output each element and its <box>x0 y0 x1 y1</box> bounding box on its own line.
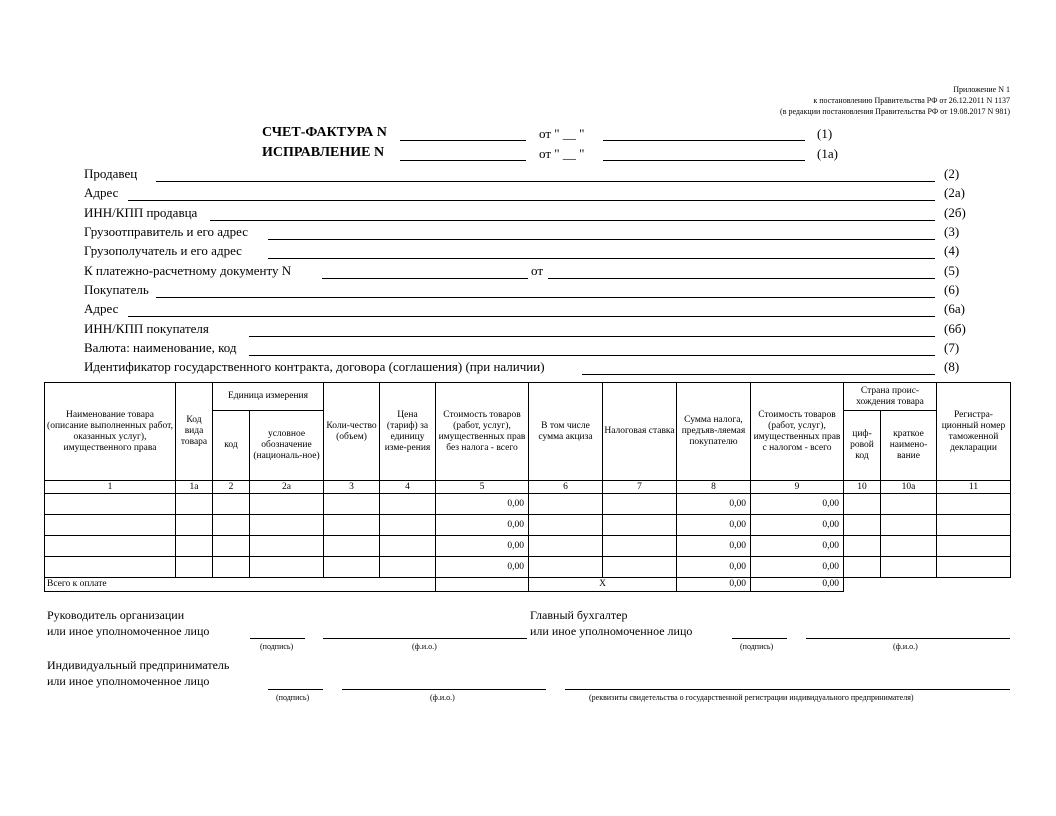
entrepreneur-signature-caption: (подпись) <box>276 693 310 702</box>
accountant-name-caption: (ф.и.о.) <box>893 642 918 651</box>
field-seller-address-label: Адрес <box>84 185 119 200</box>
field-buyer-address-label: Адрес <box>84 301 119 316</box>
cell-tax-rate[interactable] <box>603 536 677 557</box>
entrepreneur-certificate-line[interactable] <box>565 689 1010 690</box>
total-cost-without-tax[interactable] <box>436 578 529 592</box>
correction-date-label: от " __ " <box>539 146 585 161</box>
cell-tax-rate[interactable] <box>603 515 677 536</box>
accountant-label-line-2: или иное уполномоченное лицо <box>530 624 693 638</box>
table-row <box>45 557 1011 578</box>
accountant-signature-caption: (подпись) <box>740 642 774 651</box>
field-shipper-line[interactable] <box>268 239 935 240</box>
col-number: 2 <box>213 481 250 494</box>
cell-cost-without-tax[interactable]: 0,00 <box>436 536 529 557</box>
field-payment-doc-number-line[interactable] <box>322 278 528 279</box>
entrepreneur-signature-line[interactable] <box>268 689 323 690</box>
cell-unit-name[interactable] <box>250 536 324 557</box>
cell-cost-without-tax[interactable]: 0,00 <box>436 515 529 536</box>
col-number: 10 <box>844 481 881 494</box>
cell-quantity[interactable] <box>324 515 380 536</box>
field-seller-inn-code: (2б) <box>944 205 966 220</box>
header-excise: В том числе сумма акциза <box>529 383 603 481</box>
cell-name[interactable] <box>45 536 176 557</box>
field-seller-label: Продавец <box>84 166 138 181</box>
cell-tax-amount[interactable]: 0,00 <box>677 536 751 557</box>
field-payment-doc-date-line[interactable] <box>548 278 935 279</box>
field-buyer-address-line[interactable] <box>128 316 935 317</box>
cell-kind-code[interactable] <box>176 536 213 557</box>
total-cost-with-tax[interactable]: 0,00 <box>751 578 844 592</box>
total-empty <box>844 578 1011 592</box>
col-number: 1 <box>45 481 176 494</box>
col-number: 9 <box>751 481 844 494</box>
col-number: 3 <box>324 481 380 494</box>
entrepreneur-label-line-1: Индивидуальный предприниматель <box>47 658 230 672</box>
field-currency-code: (7) <box>944 340 960 355</box>
cell-unit-name[interactable] <box>250 515 324 536</box>
cell-name[interactable] <box>45 557 176 578</box>
field-contract-id-label: Идентификатор государственного контракта, договора (соглашения) (при наличии) <box>84 359 545 374</box>
cell-quantity[interactable] <box>324 557 380 578</box>
header-name: Наименование товара (описание выполненных работ, оказанных услуг), имущественного права <box>45 383 176 481</box>
header-cost-without-tax: Стоимость товаров (работ, услуг), имущественных прав без налога - всего <box>436 383 529 481</box>
field-seller-address-code: (2а) <box>944 185 965 200</box>
field-seller-inn-line[interactable] <box>210 220 935 221</box>
total-tax-amount[interactable]: 0,00 <box>677 578 751 592</box>
cell-tax-amount[interactable]: 0,00 <box>677 494 751 515</box>
invoice-number-line[interactable] <box>400 140 526 141</box>
cell-price[interactable] <box>380 536 436 557</box>
head-name-line[interactable] <box>323 638 527 639</box>
correction-code: (1а) <box>817 146 838 161</box>
field-payment-doc-code: (5) <box>944 263 960 278</box>
field-buyer-label: Покупатель <box>84 282 149 297</box>
header-tax-amount: Сумма налога, предъяв-ляемая покупателю <box>677 383 751 481</box>
col-number: 7 <box>603 481 677 494</box>
cell-country-code[interactable] <box>844 536 881 557</box>
header-unit: Единица измерения <box>213 383 324 411</box>
cell-price[interactable] <box>380 494 436 515</box>
cell-unit-name[interactable] <box>250 557 324 578</box>
header-cost-with-tax: Стоимость товаров (работ, услуг), имущественных прав с налогом - всего <box>751 383 844 481</box>
head-signature-label <box>47 607 209 639</box>
head-label-line-1: Руководитель организации <box>47 608 185 622</box>
header-country-code: циф-ровой код <box>844 411 881 481</box>
field-buyer-inn-label: ИНН/КПП покупателя <box>84 321 209 336</box>
cell-unit-code[interactable] <box>213 515 250 536</box>
field-currency-label: Валюта: наименование, код <box>84 340 237 355</box>
header-kind-code: Код вида товара <box>176 383 213 481</box>
annex-line-1: Приложение N 1 <box>953 85 1010 94</box>
cell-price[interactable] <box>380 515 436 536</box>
header-quantity: Коли-чество (объем) <box>324 383 380 481</box>
cell-country-name[interactable] <box>881 557 937 578</box>
cell-kind-code[interactable] <box>176 515 213 536</box>
cell-unit-code[interactable] <box>213 536 250 557</box>
cell-country-name[interactable] <box>881 494 937 515</box>
cell-cost-with-tax[interactable]: 0,00 <box>751 557 844 578</box>
col-number: 1а <box>176 481 213 494</box>
cell-cost-with-tax[interactable]: 0,00 <box>751 536 844 557</box>
table-column-numbers-row <box>45 481 1011 494</box>
cell-customs[interactable] <box>937 494 1011 515</box>
cell-quantity[interactable] <box>324 494 380 515</box>
cell-country-code[interactable] <box>844 515 881 536</box>
entrepreneur-label-line-2: или иное уполномоченное лицо <box>47 674 210 688</box>
cell-cost-without-tax[interactable]: 0,00 <box>436 494 529 515</box>
cell-cost-without-tax[interactable]: 0,00 <box>436 557 529 578</box>
correction-date-line[interactable] <box>603 160 805 161</box>
header-unit-code: код <box>213 411 250 481</box>
col-number: 5 <box>436 481 529 494</box>
head-label-line-2: или иное уполномоченное лицо <box>47 624 210 638</box>
cell-name[interactable] <box>45 515 176 536</box>
accountant-name-line[interactable] <box>806 638 1010 639</box>
cell-quantity[interactable] <box>324 536 380 557</box>
annex-line-2: к постановлению Правительства РФ от 26.12.2011 N 1137 <box>813 96 1010 105</box>
header-country: Страна проис-хождения товара <box>844 383 937 411</box>
cell-customs[interactable] <box>937 536 1011 557</box>
cell-country-name[interactable] <box>881 536 937 557</box>
head-name-caption: (ф.и.о.) <box>412 642 437 651</box>
field-seller-inn-label: ИНН/КПП продавца <box>84 205 198 220</box>
cell-unit-name[interactable] <box>250 494 324 515</box>
entrepreneur-name-caption: (ф.и.о.) <box>430 693 455 702</box>
col-number: 4 <box>380 481 436 494</box>
field-buyer-address-code: (6а) <box>944 301 965 316</box>
correction-number-line[interactable] <box>400 160 526 161</box>
table-row <box>45 494 1011 515</box>
entrepreneur-signature-label <box>47 657 229 689</box>
field-consignee-line[interactable] <box>268 258 935 259</box>
head-signature-caption: (подпись) <box>260 642 294 651</box>
invoice-table <box>44 382 1011 592</box>
cell-cost-with-tax[interactable]: 0,00 <box>751 494 844 515</box>
field-buyer-inn-line[interactable] <box>249 336 935 337</box>
col-number: 10а <box>881 481 937 494</box>
field-seller-code: (2) <box>944 166 960 181</box>
invoice-date-label: от " __ " <box>539 126 585 141</box>
field-shipper-label: Грузоотправитель и его адрес <box>84 224 249 239</box>
field-consignee-code: (4) <box>944 243 960 258</box>
field-contract-id-line[interactable] <box>582 374 935 375</box>
field-currency-line[interactable] <box>249 355 935 356</box>
field-payment-doc-label: К платежно-расчетному документу N <box>84 263 292 278</box>
correction-title: ИСПРАВЛЕНИЕ N <box>262 145 385 160</box>
total-label: Всего к оплате <box>45 578 436 592</box>
header-price: Цена (тариф) за единицу изме-рения <box>380 383 436 481</box>
cell-kind-code[interactable] <box>176 494 213 515</box>
entrepreneur-name-line[interactable] <box>342 689 546 690</box>
col-number: 11 <box>937 481 1011 494</box>
col-number: 6 <box>529 481 603 494</box>
annex-line-3: (в редакции постановления Правительства РФ от 19.08.2017 N 981) <box>780 107 1010 116</box>
entrepreneur-certificate-caption: (реквизиты свидетельства о государственной регистрации индивидуального предпринимателя) <box>589 693 914 702</box>
field-seller-line[interactable] <box>156 181 935 182</box>
cell-excise[interactable] <box>529 515 603 536</box>
field-buyer-line[interactable] <box>156 297 935 298</box>
cell-kind-code[interactable] <box>176 557 213 578</box>
field-buyer-inn-code: (6б) <box>944 321 966 336</box>
header-customs-declaration: Регистра-ционный номер таможенной декларации <box>937 383 1011 481</box>
invoice-title: СЧЕТ-ФАКТУРА N <box>262 125 387 140</box>
cell-tax-amount[interactable]: 0,00 <box>677 557 751 578</box>
header-tax-rate: Налоговая ставка <box>603 383 677 481</box>
field-contract-id-code: (8) <box>944 359 960 374</box>
cell-name[interactable] <box>45 494 176 515</box>
accountant-signature-line[interactable] <box>732 638 787 639</box>
header-country-name: краткое наимено-вание <box>881 411 937 481</box>
field-consignee-label: Грузополучатель и его адрес <box>84 243 242 258</box>
invoice-code: (1) <box>817 126 833 141</box>
field-shipper-code: (3) <box>944 224 960 239</box>
field-seller-address-line[interactable] <box>128 200 935 201</box>
cell-country-code[interactable] <box>844 557 881 578</box>
cell-unit-code[interactable] <box>213 557 250 578</box>
cell-excise[interactable] <box>529 536 603 557</box>
cell-tax-rate[interactable] <box>603 494 677 515</box>
cell-tax-amount[interactable]: 0,00 <box>677 515 751 536</box>
invoice-date-line[interactable] <box>603 140 805 141</box>
table-total-row <box>45 578 1011 592</box>
cell-unit-code[interactable] <box>213 494 250 515</box>
field-buyer-code: (6) <box>944 282 960 297</box>
table-row <box>45 536 1011 557</box>
cell-customs[interactable] <box>937 515 1011 536</box>
cell-tax-rate[interactable] <box>603 557 677 578</box>
accountant-label-line-1: Главный бухгалтер <box>530 608 628 622</box>
cell-excise[interactable] <box>529 494 603 515</box>
accountant-signature-label <box>530 607 692 639</box>
cell-country-name[interactable] <box>881 515 937 536</box>
cell-customs[interactable] <box>937 557 1011 578</box>
table-row <box>45 515 1011 536</box>
table-header-row-1 <box>45 383 1011 411</box>
cell-excise[interactable] <box>529 557 603 578</box>
header-unit-name: условное обозначение (националь-ное) <box>250 411 324 481</box>
cell-cost-with-tax[interactable]: 0,00 <box>751 515 844 536</box>
cell-country-code[interactable] <box>844 494 881 515</box>
col-number: 8 <box>677 481 751 494</box>
col-number: 2а <box>250 481 324 494</box>
cell-price[interactable] <box>380 557 436 578</box>
total-x: X <box>529 578 677 592</box>
head-signature-line[interactable] <box>250 638 305 639</box>
field-payment-doc-date-label: от <box>531 263 544 278</box>
annex-note <box>780 84 1010 117</box>
